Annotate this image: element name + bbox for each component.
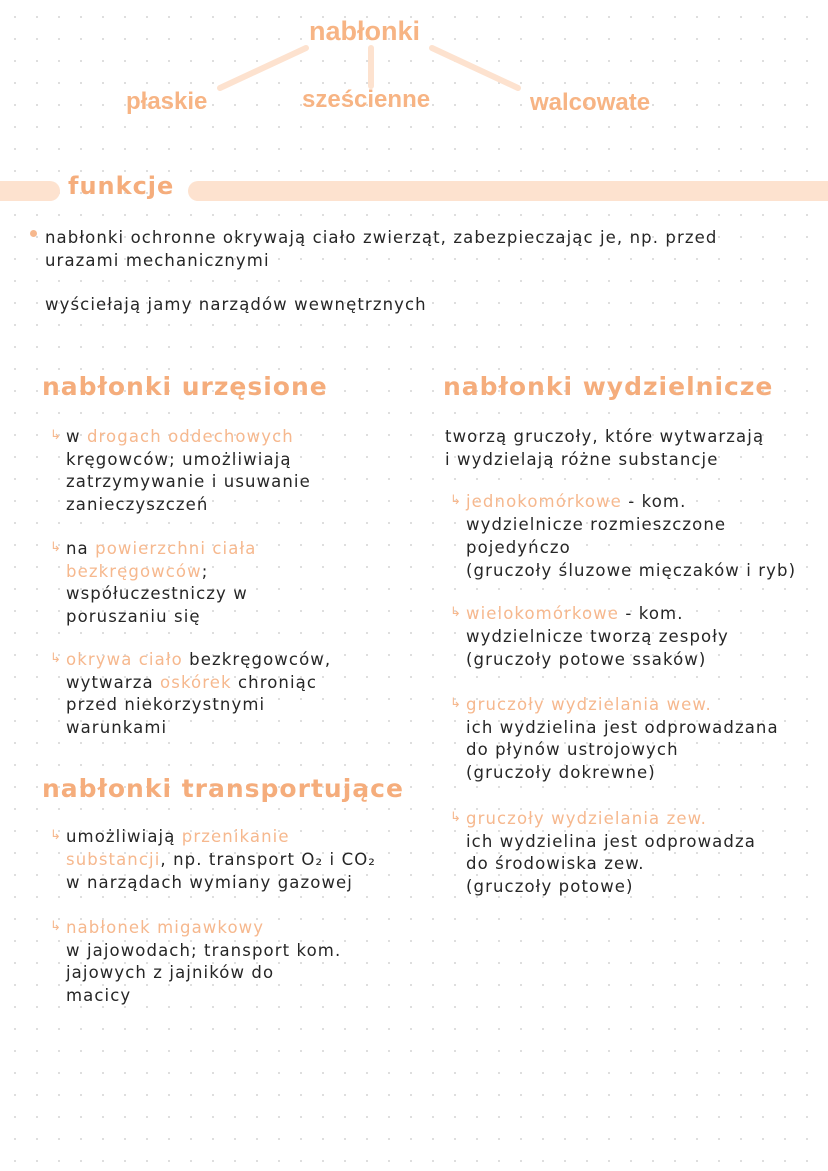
highlighted-term: bezkręgowców: [66, 561, 202, 581]
note-text: (gruczoły dokrewne): [466, 762, 656, 782]
heading-bar-right: [188, 181, 828, 201]
note-line: [66, 695, 265, 714]
note-text: , np. transport O₂ i CO₂: [160, 850, 377, 869]
note-line: [66, 941, 341, 960]
note-line: [466, 515, 726, 534]
note-line: [66, 539, 256, 558]
note-text: kręgowców; umożliwiają: [66, 449, 292, 469]
heading-bar-left: [0, 181, 60, 201]
highlighted-term: substancji: [66, 850, 161, 869]
arrow-icon: ↳: [450, 696, 461, 711]
mindmap-branch-cuboidal: sześcienne: [302, 86, 431, 113]
connector-right: [432, 48, 518, 88]
mindmap-branch-columnar: walcowate: [530, 89, 651, 116]
note-text: do środowiska zew.: [466, 854, 645, 873]
note-line: [66, 495, 208, 514]
note-text: poruszaniu się: [66, 606, 201, 626]
note-line: [66, 827, 290, 846]
note-text: umożliwiają: [66, 827, 182, 846]
note-text: współuczestniczy w: [66, 584, 248, 603]
note-line: [66, 562, 208, 581]
highlighted-term: gruczoły wydzielania wew.: [466, 695, 712, 714]
note-text: pojedyńczo: [466, 538, 571, 557]
note-line: [466, 604, 684, 623]
note-text: wydzielnicze tworzą zespoły: [466, 627, 729, 646]
note-line: [466, 492, 686, 511]
note-text: ;: [201, 561, 209, 581]
connector-left: [220, 48, 306, 88]
secretory-intro: i wydzielają różne substancje: [445, 450, 719, 469]
note-line: [66, 472, 311, 491]
note-line: [66, 650, 331, 669]
ciliated-heading: nabłonki urzęsione: [42, 372, 328, 401]
note-line: [466, 650, 706, 669]
functions-para: wyściełają jamy narządów wewnętrznych: [45, 295, 427, 314]
transport-heading: nabłonki transportujące: [42, 774, 404, 803]
note-line: [66, 427, 294, 446]
arrow-icon: ↳: [450, 493, 461, 508]
secretory-heading: nabłonki wydzielnicze: [443, 372, 774, 401]
highlighted-term: gruczoły wydzielania zew.: [466, 809, 708, 828]
note-line: [66, 450, 292, 469]
note-text: jajowych z jajników do: [66, 963, 275, 982]
note-line: [466, 809, 707, 828]
note-text: - kom.: [619, 604, 684, 623]
note-line: [466, 695, 712, 714]
arrow-icon: ↳: [450, 605, 461, 620]
note-line: [466, 763, 656, 782]
note-text: na: [66, 539, 96, 558]
note-text: w jajowodach; transport kom.: [66, 940, 342, 960]
bullet-dot-icon: [30, 230, 37, 237]
highlighted-term: nabłonek migawkowy: [66, 918, 265, 937]
functions-heading: funkcje: [68, 172, 175, 200]
note-line: [66, 918, 264, 937]
functions-line: urazami mechanicznymi: [45, 251, 270, 270]
note-line: [466, 538, 571, 557]
highlighted-term: jednokomórkowe: [466, 492, 622, 511]
note-line: [66, 986, 131, 1005]
mindmap-branch-flat: płaskie: [126, 88, 208, 115]
note-text: przed niekorzystnymi: [66, 695, 266, 714]
note-text: (gruczoły potowe): [466, 876, 634, 896]
note-text: ich wydzielina jest odprowadzana: [466, 717, 779, 737]
note-line: [66, 963, 274, 982]
note-line: [66, 584, 248, 603]
note-line: [466, 877, 634, 896]
highlighted-term: powierzchni ciała: [95, 539, 257, 558]
note-text: (gruczoły potowe ssaków): [466, 650, 707, 669]
note-text: do płynów ustrojowych: [466, 740, 679, 759]
note-text: w narządach wymiany gazowej: [66, 873, 353, 892]
note-line: [66, 850, 376, 869]
secretory-intro: tworzą gruczoły, które wytwarzają: [445, 427, 765, 446]
arrow-icon: ↳: [50, 651, 61, 666]
mindmap-root: nabłonki: [309, 16, 421, 46]
note-line: [466, 627, 729, 646]
note-line: [466, 718, 779, 737]
highlighted-term: wielokomórkowe: [466, 604, 620, 623]
highlighted-term: oskórek: [160, 672, 232, 692]
note-line: [66, 873, 353, 892]
functions-line: nabłonki ochronne okrywają ciało zwierząt, zabezpieczając je, np. przed: [45, 228, 718, 247]
note-text: chroniąc: [231, 672, 318, 692]
arrow-icon: ↳: [50, 428, 61, 443]
arrow-icon: ↳: [50, 828, 61, 843]
note-line: [66, 718, 167, 737]
note-text: wytwarza: [66, 672, 161, 692]
arrow-icon: ↳: [50, 919, 61, 934]
note-line: [466, 854, 645, 873]
arrow-icon: ↳: [50, 540, 61, 555]
note-text: ich wydzielina jest odprowadza: [466, 831, 756, 851]
note-line: [466, 740, 679, 759]
note-text: zanieczyszczeń: [66, 494, 209, 514]
note-text: warunkami: [66, 717, 168, 737]
note-text: macicy: [66, 985, 132, 1005]
note-line: [466, 832, 756, 851]
highlighted-term: drogach oddechowych: [86, 427, 294, 446]
note-text: w: [66, 427, 87, 446]
note-line: [66, 607, 201, 626]
highlighted-term: przenikanie: [181, 827, 290, 846]
note-text: - kom.: [621, 492, 687, 511]
highlighted-term: okrywa ciało: [66, 650, 183, 669]
note-text: wydzielnicze rozmieszczone: [466, 515, 727, 534]
note-text: (gruczoły śluzowe mięczaków i ryb): [466, 561, 797, 580]
note-text: zatrzymywanie i usuwanie: [66, 472, 311, 491]
arrow-icon: ↳: [450, 810, 461, 825]
note-text: bezkręgowców,: [182, 650, 332, 669]
note-line: [466, 561, 796, 580]
note-line: [66, 673, 317, 692]
